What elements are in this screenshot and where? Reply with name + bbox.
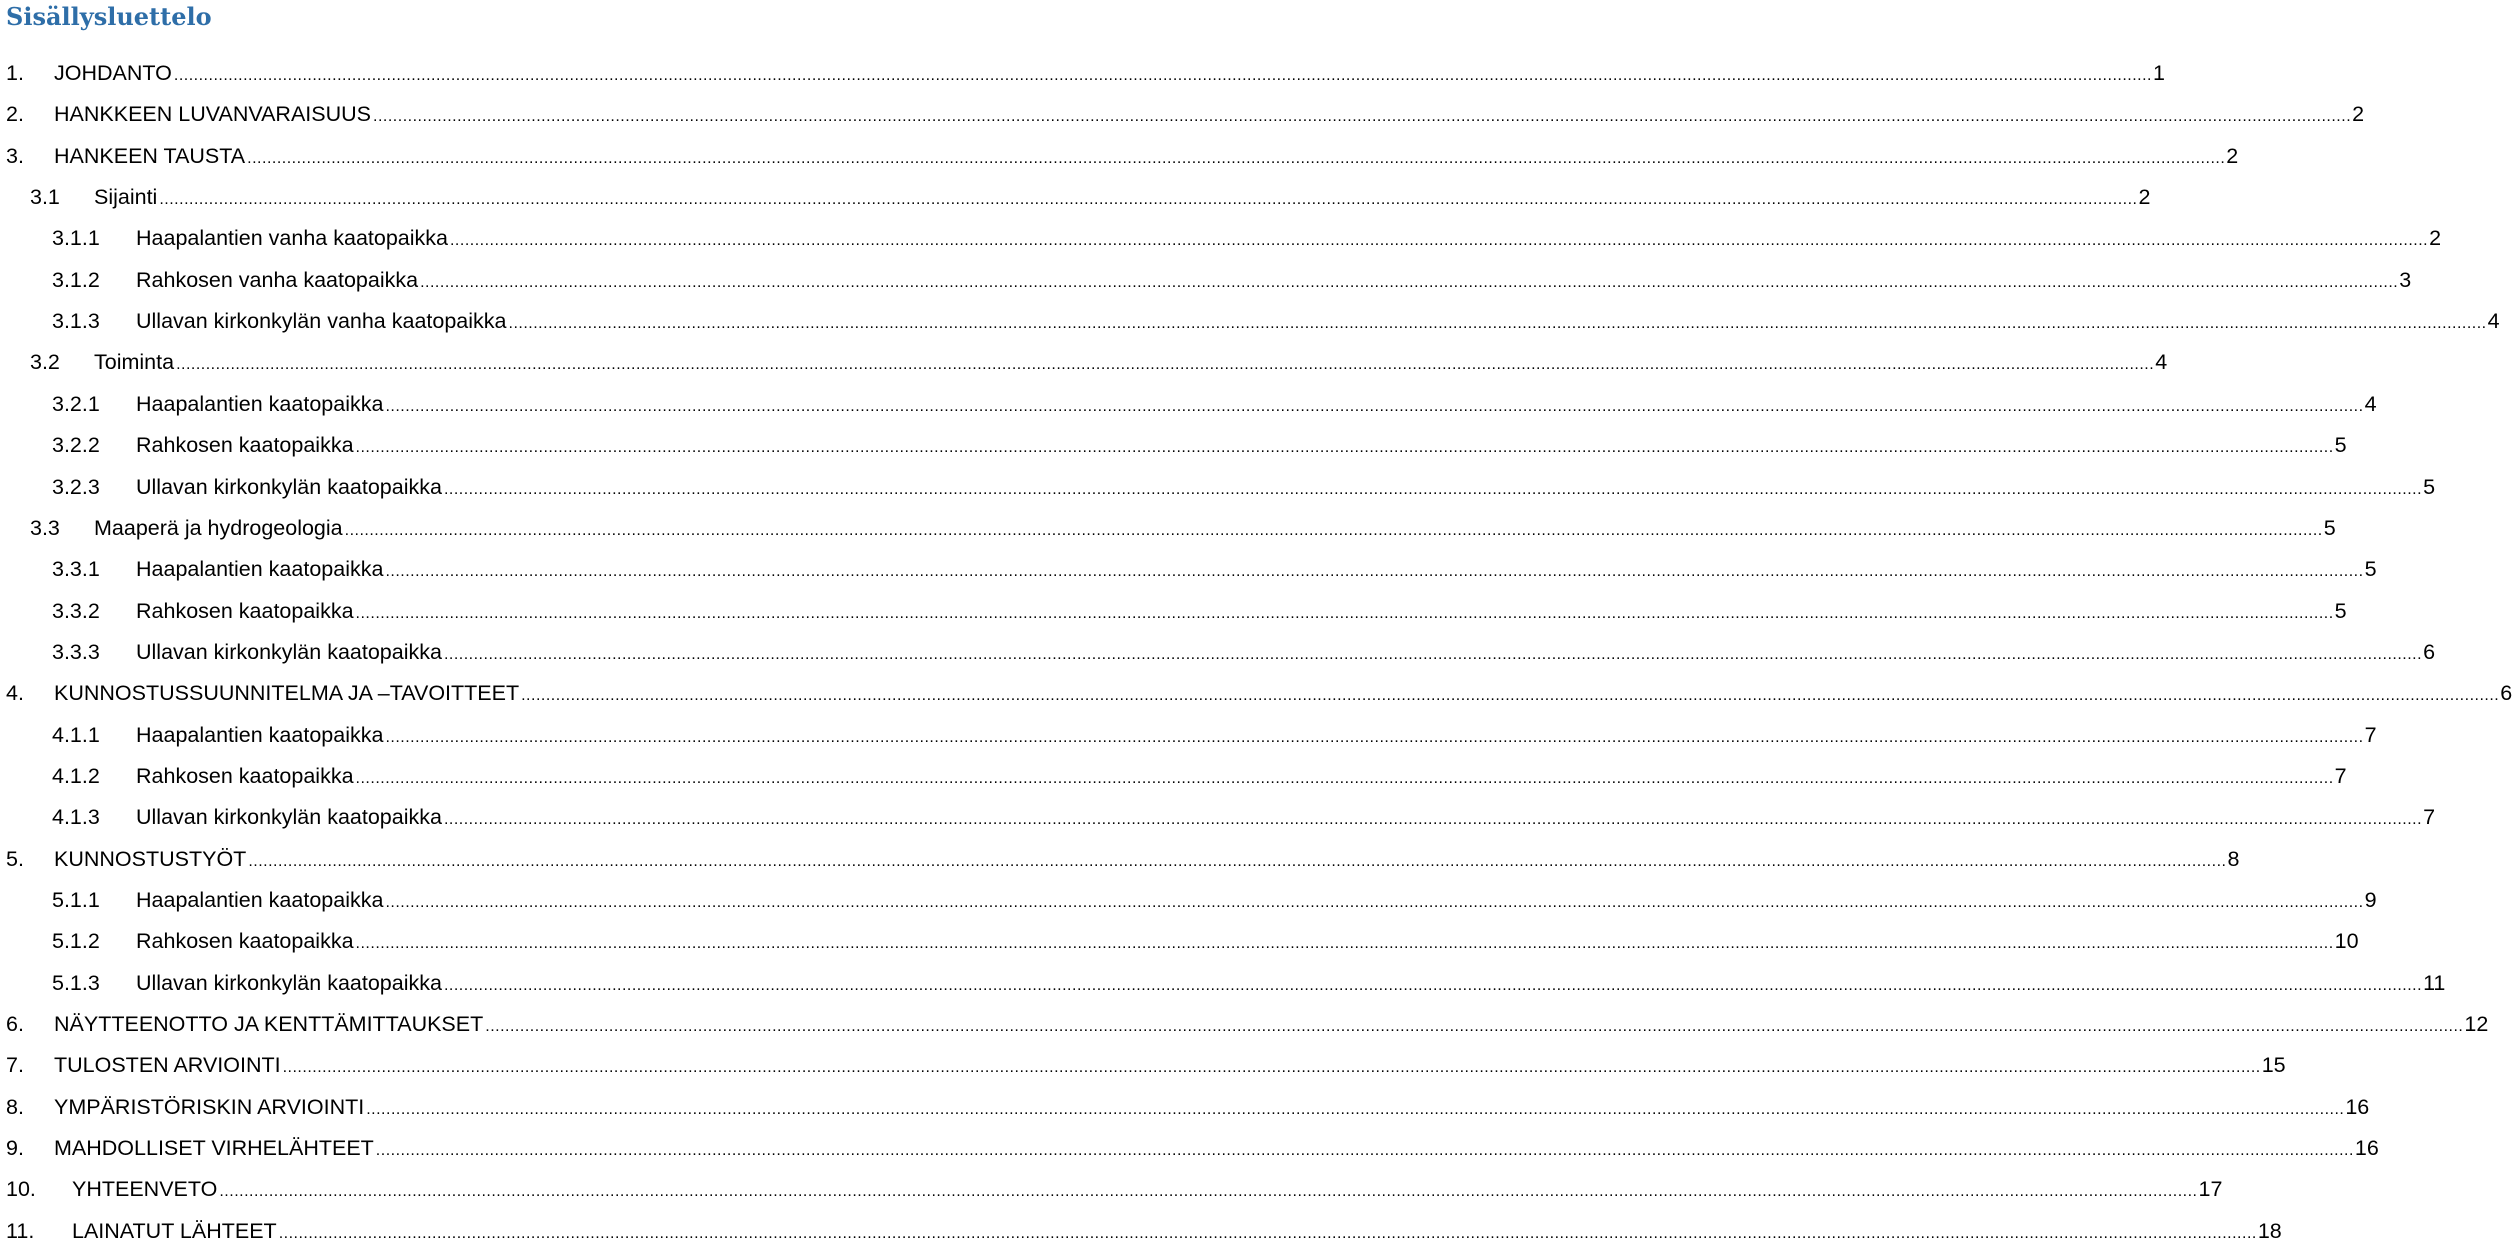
toc-entry-page-number: 2 <box>2138 185 2151 210</box>
toc-entry-title: LAINATUT LÄHTEET <box>72 1218 277 1243</box>
toc-entry-number: 3.1.1 <box>52 226 100 251</box>
toc-dot-leader: ................................................................................................................................................................................................................................................................................................................................................................................................................ <box>373 108 2352 126</box>
toc-entry-page-number: 10 <box>2334 929 2359 954</box>
toc-entry[interactable] <box>52 384 2377 425</box>
toc-entry-page-number: 7 <box>2334 763 2347 788</box>
toc-entry-page-number: 16 <box>2354 1136 2379 1161</box>
toc-dot-leader: ................................................................................................................................................................................................................................................................................................................................................................................................................ <box>449 232 2429 250</box>
toc-entry-number: 9. <box>6 1136 24 1161</box>
toc-entry[interactable] <box>6 136 2239 177</box>
toc-entry-title: Haapalantien kaatopaikka <box>136 888 384 912</box>
toc-entry[interactable] <box>52 880 2377 921</box>
toc-entry-page-number: 9 <box>2364 888 2377 912</box>
toc-dot-leader: ................................................................................................................................................................................................................................................................................................................................................................................................................ <box>385 728 2364 746</box>
toc-entry-title: NÄYTTEENOTTO JA KENTTÄMITTAUKSET <box>54 1012 484 1037</box>
toc-dot-leader: ................................................................................................................................................................................................................................................................................................................................................................................................................ <box>173 67 2152 84</box>
toc-entry[interactable] <box>6 1128 2379 1169</box>
toc-dot-leader: ................................................................................................................................................................................................................................................................................................................................................................................................................ <box>485 1018 2464 1036</box>
toc-entry-title: Haapalantien kaatopaikka <box>136 391 384 416</box>
toc-entry-number: 2. <box>6 102 24 127</box>
toc-entry-number: 4.1.2 <box>52 763 100 788</box>
toc-entry-page-number: 1 <box>2153 61 2165 85</box>
toc-entry-title: Sijainti <box>94 185 158 210</box>
toc-entry-page-number: 2 <box>2429 226 2442 251</box>
toc-dot-leader: ................................................................................................................................................................................................................................................................................................................................................................................................................ <box>443 480 2423 498</box>
toc-entry[interactable] <box>30 177 2151 218</box>
toc-entry[interactable] <box>6 1004 2489 1045</box>
toc-entry-title: Haapalantien kaatopaikka <box>136 557 384 582</box>
toc-dot-leader: ................................................................................................................................................................................................................................................................................................................................................................................................................ <box>159 191 2138 209</box>
toc-entry-number: 3.2.1 <box>52 391 100 416</box>
toc-entry-number: 5. <box>6 846 24 871</box>
toc-entry[interactable] <box>6 94 2365 135</box>
toc-dot-leader: ................................................................................................................................................................................................................................................................................................................................................................................................................ <box>443 645 2423 663</box>
toc-entry[interactable] <box>52 425 2347 466</box>
toc-entry-number: 6. <box>6 1012 24 1037</box>
toc-entry[interactable] <box>52 301 2500 342</box>
toc-entry-page-number: 5 <box>2323 515 2336 540</box>
toc-entry-page-number: 15 <box>2261 1053 2286 1078</box>
toc-dot-leader: ................................................................................................................................................................................................................................................................................................................................................................................................................ <box>366 1100 2345 1118</box>
toc-entry[interactable] <box>6 673 2512 714</box>
toc-entry-title: HANKEEN TAUSTA <box>54 143 246 168</box>
toc-entry-title: YMPÄRISTÖRISKIN ARVIOINTI <box>54 1094 365 1119</box>
toc-entry-title: Ullavan kirkonkylän kaatopaikka <box>136 474 442 499</box>
toc-entry-page-number: 16 <box>2345 1094 2370 1119</box>
toc-entry-page-number: 4 <box>2364 391 2377 416</box>
toc-entry-number: 5.1.1 <box>52 888 100 912</box>
toc-entry-number: 3.3.1 <box>52 557 100 582</box>
toc-entry-title: JOHDANTO <box>54 61 172 85</box>
toc-entry-page-number: 2 <box>2226 143 2239 168</box>
toc-entry[interactable] <box>30 508 2336 549</box>
toc-entry-page-number: 11 <box>2423 970 2446 995</box>
toc-entry[interactable] <box>30 342 2168 383</box>
toc-dot-leader: ................................................................................................................................................................................................................................................................................................................................................................................................................ <box>355 439 2334 457</box>
toc-entry-page-number: 7 <box>2364 722 2377 747</box>
toc-dot-leader: ................................................................................................................................................................................................................................................................................................................................................................................................................ <box>375 1142 2354 1160</box>
toc-entry[interactable] <box>52 715 2377 756</box>
toc-entry-title: KUNNOSTUSSUUNNITELMA JA –TAVOITTEET <box>54 681 520 706</box>
toc-entry-number: 7. <box>6 1053 24 1078</box>
toc-dot-leader: ................................................................................................................................................................................................................................................................................................................................................................................................................ <box>385 563 2364 581</box>
toc-entry-title: KUNNOSTUSTYÖT <box>54 846 247 871</box>
toc-dot-leader: ................................................................................................................................................................................................................................................................................................................................................................................................................ <box>355 604 2334 622</box>
toc-dot-leader: ................................................................................................................................................................................................................................................................................................................................................................................................................ <box>247 149 2226 167</box>
toc-entry-number: 3.1 <box>30 185 60 210</box>
toc-entry-number: 3.1.3 <box>52 309 100 334</box>
toc-entry-title: Rahkosen kaatopaikka <box>136 929 354 954</box>
toc-entry-title: Ullavan kirkonkylän kaatopaikka <box>136 970 442 995</box>
toc-entry-title: Maaperä ja hydrogeologia <box>94 515 343 540</box>
toc-dot-leader: ................................................................................................................................................................................................................................................................................................................................................................................................................ <box>219 1183 2198 1201</box>
toc-dot-leader: ................................................................................................................................................................................................................................................................................................................................................................................................................ <box>176 356 2155 374</box>
toc-entry-title: Ullavan kirkonkylän vanha kaatopaikka <box>136 309 507 334</box>
toc-entry-page-number: 2 <box>2352 102 2365 127</box>
toc-entry[interactable] <box>6 1045 2286 1086</box>
toc-entry-title: YHTEENVETO <box>72 1177 218 1202</box>
toc-entry[interactable] <box>52 632 2436 673</box>
toc-entry-number: 4. <box>6 681 24 706</box>
toc-entry-page-number: 7 <box>2423 805 2436 830</box>
toc-entry[interactable] <box>52 467 2436 508</box>
toc-entry-page-number: 5 <box>2364 557 2377 582</box>
toc-entry-title: HANKKEEN LUVANVARAISUUS <box>54 102 372 127</box>
toc-entry[interactable] <box>52 218 2442 259</box>
toc-entry-number: 3.2.2 <box>52 433 100 458</box>
toc-entry[interactable] <box>52 591 2347 632</box>
toc-dot-leader: ................................................................................................................................................................................................................................................................................................................................................................................................................ <box>355 935 2334 953</box>
toc-entry[interactable] <box>6 1211 2282 1252</box>
toc-entry-page-number: 6 <box>2423 639 2436 664</box>
toc-dot-leader: ................................................................................................................................................................................................................................................................................................................................................................................................................ <box>248 852 2227 870</box>
toc-entry-page-number: 3 <box>2399 267 2412 292</box>
toc-entry-title: Haapalantien vanha kaatopaikka <box>136 226 448 251</box>
toc-entry-title: Rahkosen kaatopaikka <box>136 433 354 458</box>
toc-entry-number: 5.1.3 <box>52 970 100 995</box>
toc-entry-number: 1. <box>6 61 24 85</box>
toc-entry-title: Haapalantien kaatopaikka <box>136 722 384 747</box>
toc-entry-number: 4.1.3 <box>52 805 100 830</box>
toc-dot-leader: ................................................................................................................................................................................................................................................................................................................................................................................................................ <box>385 894 2364 911</box>
toc-entry-number: 8. <box>6 1094 24 1119</box>
toc-entry-page-number: 4 <box>2487 309 2500 334</box>
toc-entry-number: 3.3.3 <box>52 639 100 664</box>
toc-entry[interactable] <box>52 549 2377 590</box>
toc-entry-page-number: 8 <box>2227 846 2240 871</box>
toc-entry[interactable] <box>6 53 2165 94</box>
toc-entry-page-number: 17 <box>2198 1177 2223 1202</box>
toc-heading: Sisällysluettelo <box>6 2 212 31</box>
toc-entry-title: Toiminta <box>94 350 175 375</box>
toc-entry-number: 3.3 <box>30 515 60 540</box>
toc-entry-page-number: 4 <box>2155 350 2168 375</box>
toc-entry[interactable] <box>52 260 2412 301</box>
toc-entry[interactable] <box>52 756 2347 797</box>
toc-entry-title: Rahkosen kaatopaikka <box>136 598 354 623</box>
toc-entry-title: Rahkosen vanha kaatopaikka <box>136 267 419 292</box>
toc-entry-number: 3.1.2 <box>52 267 100 292</box>
toc-dot-leader: ................................................................................................................................................................................................................................................................................................................................................................................................................ <box>443 976 2423 994</box>
toc-entry[interactable] <box>6 839 2240 880</box>
toc-entry[interactable] <box>52 963 2446 1004</box>
toc-dot-leader: ................................................................................................................................................................................................................................................................................................................................................................................................................ <box>282 1059 2261 1077</box>
toc-dot-leader: ................................................................................................................................................................................................................................................................................................................................................................................................................ <box>355 769 2334 787</box>
toc-dot-leader: ................................................................................................................................................................................................................................................................................................................................................................................................................ <box>385 397 2364 415</box>
toc-entry[interactable] <box>52 921 2359 962</box>
toc-entry-title: Ullavan kirkonkylän kaatopaikka <box>136 639 442 664</box>
toc-entry-page-number: 12 <box>2464 1012 2489 1037</box>
toc-entry[interactable] <box>52 797 2436 838</box>
toc-entry-number: 3. <box>6 143 24 168</box>
toc-dot-leader: ................................................................................................................................................................................................................................................................................................................................................................................................................ <box>443 811 2423 829</box>
toc-dot-leader: ................................................................................................................................................................................................................................................................................................................................................................................................................ <box>508 315 2487 333</box>
toc-entry-page-number: 5 <box>2423 474 2436 499</box>
toc-entry-page-number: 5 <box>2334 433 2347 458</box>
toc-entry-title: Rahkosen kaatopaikka <box>136 763 354 788</box>
toc-entry-number: 4.1.1 <box>52 722 100 747</box>
toc-dot-leader: ................................................................................................................................................................................................................................................................................................................................................................................................................ <box>344 521 2323 539</box>
toc-entry[interactable] <box>6 1087 2370 1128</box>
toc-dot-leader: ................................................................................................................................................................................................................................................................................................................................................................................................................ <box>278 1224 2257 1242</box>
toc-entry-number: 11. <box>6 1218 35 1243</box>
toc-entry-title: MAHDOLLISET VIRHELÄHTEET <box>54 1136 374 1161</box>
toc-entry[interactable] <box>6 1169 2223 1210</box>
toc-entry-page-number: 18 <box>2257 1218 2282 1243</box>
toc-entry-number: 10. <box>6 1177 36 1202</box>
toc-entry-number: 3.3.2 <box>52 598 100 623</box>
toc-dot-leader: ................................................................................................................................................................................................................................................................................................................................................................................................................ <box>521 687 2500 705</box>
toc-entry-page-number: 5 <box>2334 598 2347 623</box>
toc-entry-title: TULOSTEN ARVIOINTI <box>54 1053 281 1078</box>
toc-entry-number: 3.2 <box>30 350 60 375</box>
toc-dot-leader: ................................................................................................................................................................................................................................................................................................................................................................................................................ <box>420 273 2399 291</box>
toc-entry-number: 3.2.3 <box>52 474 100 499</box>
toc-entry-page-number: 6 <box>2500 681 2512 706</box>
toc-entry-number: 5.1.2 <box>52 929 100 954</box>
toc-entry-title: Ullavan kirkonkylän kaatopaikka <box>136 805 442 830</box>
